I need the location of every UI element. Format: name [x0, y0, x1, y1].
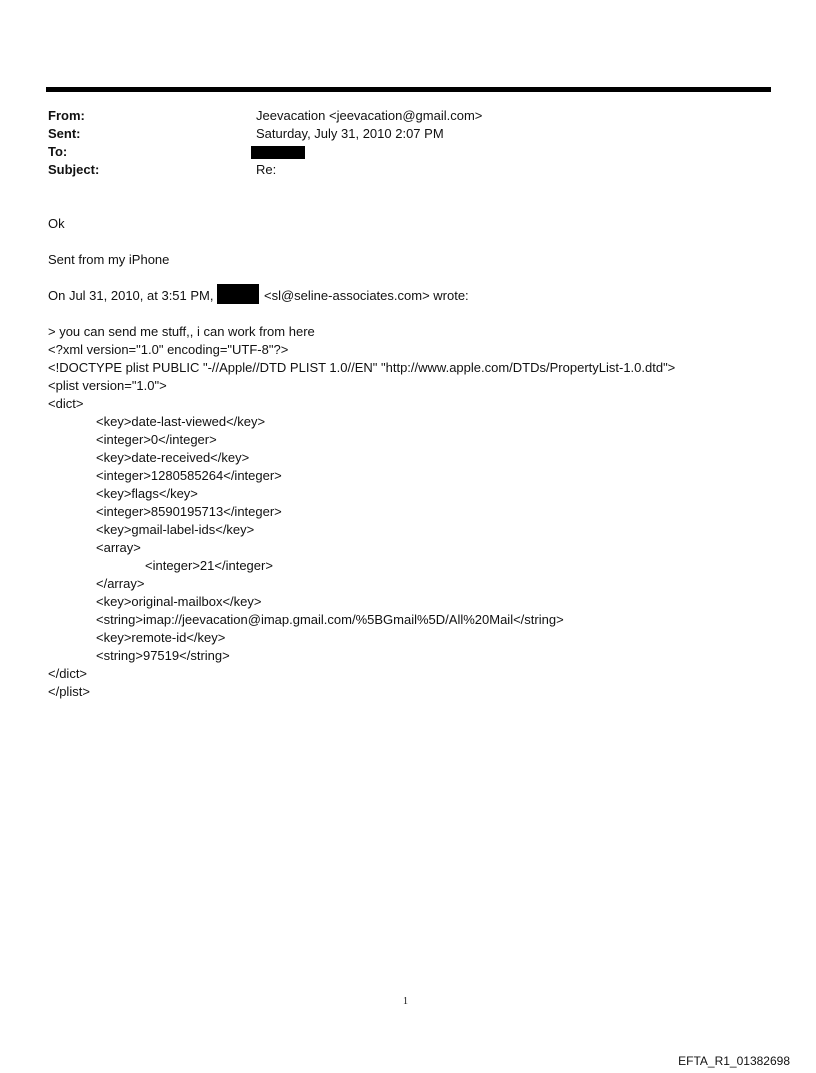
xml-line: <key>date-received</key>: [96, 450, 250, 465]
xml-line: <plist version="1.0">: [48, 378, 167, 393]
document-id: EFTA_R1_01382698: [678, 1054, 790, 1068]
xml-line: <key>remote-id</key>: [96, 630, 226, 645]
xml-line: <string>imap://jeevacation@imap.gmail.com/%5BGmail%5D/All%20Mail</string>: [96, 612, 564, 627]
xml-line: <array>: [96, 540, 141, 555]
xml-line: <key>flags</key>: [96, 486, 198, 501]
xml-line: </plist>: [48, 684, 90, 699]
reply-text: Ok: [48, 216, 65, 231]
to-label: To:: [48, 144, 68, 159]
xml-line: <integer>8590195713</integer>: [96, 504, 282, 519]
quote-intro-suffix: <sl@seline-associates.com> wrote:: [264, 288, 469, 303]
xml-line: </dict>: [48, 666, 88, 681]
xml-line: <integer>21</integer>: [145, 558, 273, 573]
xml-line: <integer>1280585264</integer>: [96, 468, 282, 483]
xml-line: <!DOCTYPE plist PUBLIC "-//Apple//DTD PLIST 1.0//EN" "http://www.apple.com/DTDs/PropertyList-1.0.dtd">: [48, 360, 676, 375]
xml-line: <key>original-mailbox</key>: [96, 594, 262, 609]
quote-intro-prefix: On Jul 31, 2010, at 3:51 PM,: [48, 288, 214, 303]
sender-redaction: [217, 284, 259, 304]
from-label: From:: [48, 108, 85, 123]
to-redaction: [251, 146, 305, 159]
signature-text: Sent from my iPhone: [48, 252, 170, 267]
quoted-line: > you can send me stuff,, i can work from here: [48, 324, 315, 339]
xml-line: <dict>: [48, 396, 84, 411]
subject-label: Subject:: [48, 162, 100, 177]
from-value: Jeevacation <jeevacation@gmail.com>: [256, 108, 483, 123]
sent-label: Sent:: [48, 126, 81, 141]
sent-value: Saturday, July 31, 2010 2:07 PM: [256, 126, 444, 141]
xml-line: <string>97519</string>: [96, 648, 230, 663]
header-rule: [46, 87, 771, 92]
xml-line: <key>gmail-label-ids</key>: [96, 522, 255, 537]
subject-value: Re:: [256, 162, 277, 177]
page-number: 1: [403, 996, 408, 1007]
xml-line: <?xml version="1.0" encoding="UTF-8"?>: [48, 342, 289, 357]
xml-line: <key>date-last-viewed</key>: [96, 414, 266, 429]
xml-line: <integer>0</integer>: [96, 432, 217, 447]
xml-line: </array>: [96, 576, 145, 591]
